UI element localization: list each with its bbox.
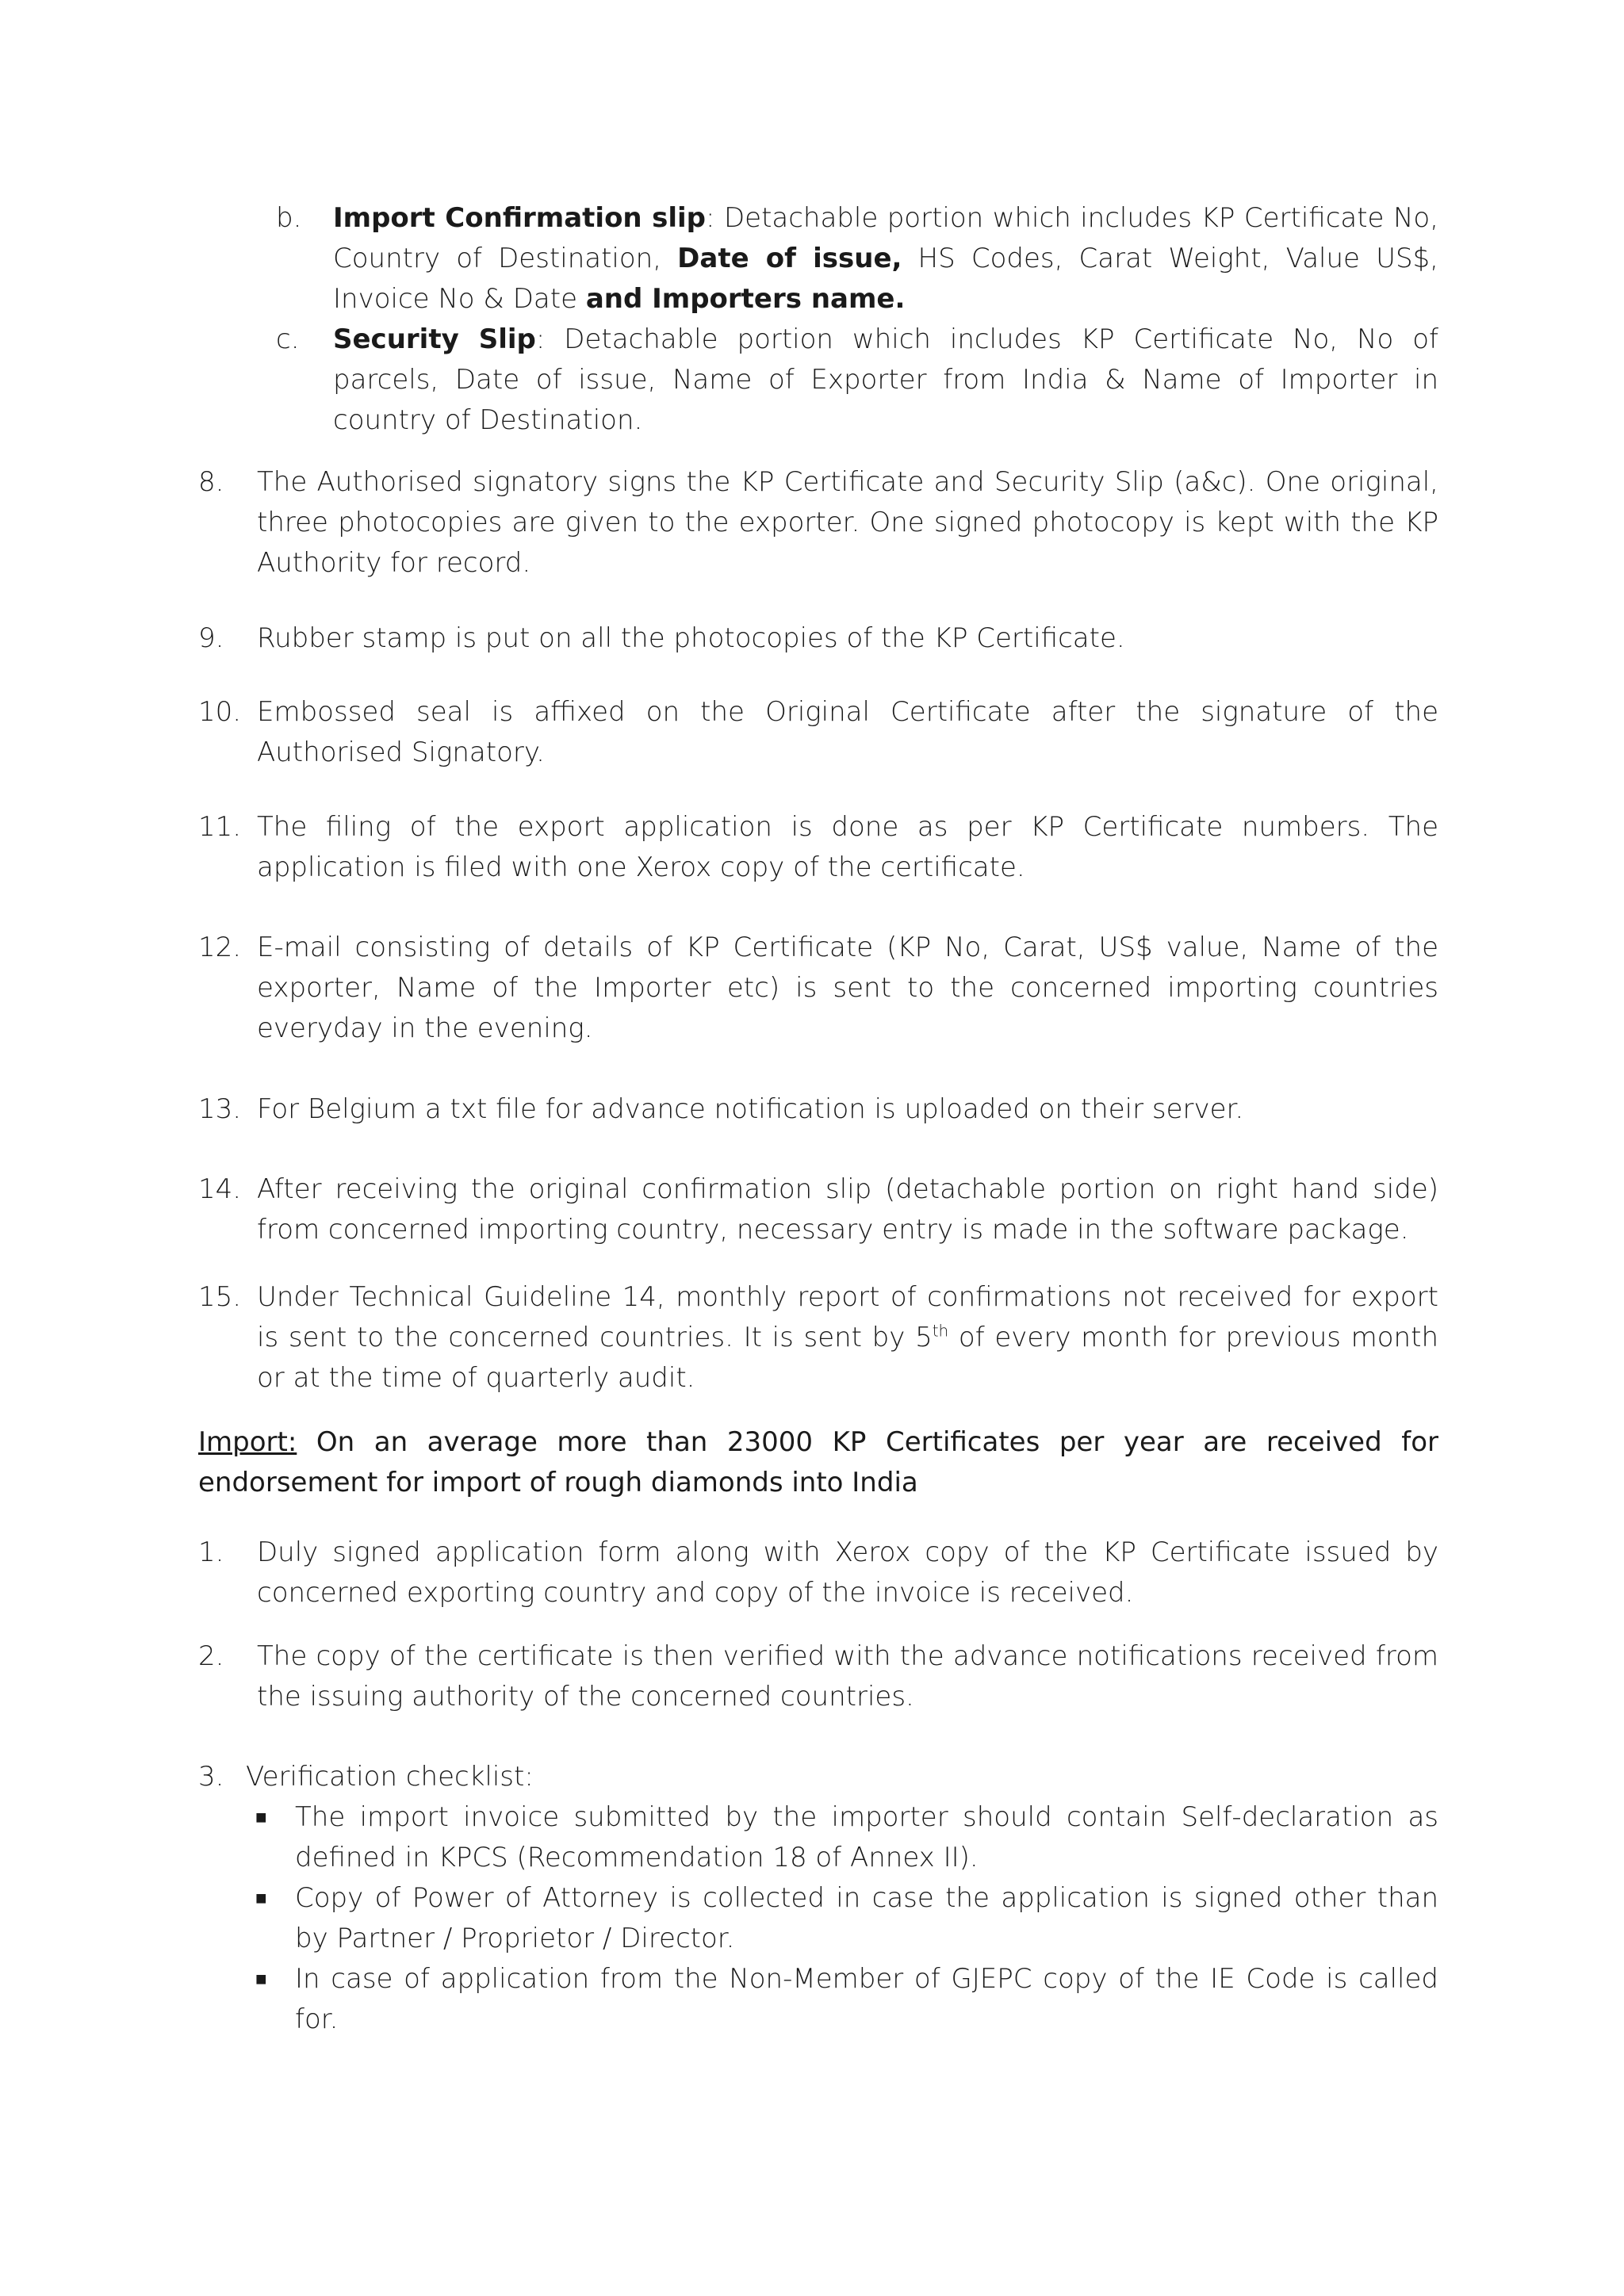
list-item-number: 1. bbox=[198, 1536, 224, 1568]
list-item-text: Rubber stamp is put on all the photocopies of the KP Certificate. bbox=[257, 622, 1125, 654]
sub-item-body: : Detachable portion which includes KP Certificate No, No of parcels, Date of issue, Name of Exporter from India & Name of Importer in country of Destination. bbox=[333, 323, 1438, 436]
sub-item-letter: c. bbox=[276, 323, 300, 355]
list-item-text: Verification checklist: bbox=[246, 1761, 534, 1793]
list-item-body: of every month for previous month or at the time of quarterly audit. bbox=[257, 1322, 1438, 1394]
list-item-number: 12. bbox=[198, 932, 242, 963]
sub-item-b bbox=[276, 198, 1438, 320]
import-heading-text: On an average more than 23000 KP Certificates per year are received for endorsement for import of rough diamonds into India bbox=[198, 1426, 1438, 1498]
sub-item-letter: b. bbox=[276, 202, 302, 234]
sub-item-bold-label: Security Slip bbox=[333, 323, 536, 355]
list-item-number: 11. bbox=[198, 811, 242, 843]
sub-item-text bbox=[333, 320, 1438, 441]
checklist-item-text: The import invoice submitted by the importer should contain Self-declaration as defined in KPCS (Recommendation 18 of Annex II). bbox=[295, 1801, 1438, 1873]
list-item-text: The copy of the certificate is then verified with the advance notifications received from the issuing authority of the concerned countries. bbox=[257, 1640, 1438, 1712]
list-item-text: The filing of the export application is done as per KP Certificate numbers. The application is filed with one Xerox copy of the certificate. bbox=[257, 811, 1438, 883]
list-item-text bbox=[257, 1277, 1438, 1399]
list-item-text: Duly signed application form along with Xerox copy of the KP Certificate issued by concerned exporting country and copy of the invoice is received. bbox=[257, 1536, 1438, 1609]
list-item-number: 9. bbox=[198, 622, 224, 654]
list-item-number: 13. bbox=[198, 1093, 242, 1125]
list-item-number: 14. bbox=[198, 1173, 242, 1205]
list-item-text: Embossed seal is affixed on the Original Certificate after the signature of the Authorised Signatory. bbox=[257, 696, 1438, 768]
import-heading-label: Import: bbox=[198, 1426, 297, 1458]
square-bullet-icon: ■ bbox=[255, 1968, 267, 1990]
sub-item-text bbox=[333, 198, 1438, 320]
import-heading bbox=[198, 1422, 1438, 1503]
list-item-number: 3. bbox=[198, 1761, 224, 1793]
square-bullet-icon: ■ bbox=[255, 1887, 267, 1909]
sub-item-bold: Date of issue, bbox=[677, 243, 902, 274]
list-item-text: After receiving the original confirmation slip (detachable portion on right hand side) from concerned importing country, necessary entry is made in the software package. bbox=[257, 1173, 1438, 1246]
list-item-body: Under Technical Guideline 14, monthly report of confirmations not received for export is sent to the concerned countries. It is sent by 5 bbox=[257, 1281, 1438, 1353]
list-item-number: 2. bbox=[198, 1640, 224, 1672]
checklist-item-text: Copy of Power of Attorney is collected in case the application is signed other than by Partner / Proprietor / Director. bbox=[295, 1882, 1438, 1954]
checklist-item-text: In case of application from the Non-Member of GJEPC copy of the IE Code is called for. bbox=[295, 1963, 1438, 2035]
list-item-text: The Authorised signatory signs the KP Certificate and Security Slip (a&c). One original, three photocopies are given to the exporter. One signed photocopy is kept with the KP Authority for record. bbox=[257, 466, 1438, 579]
sub-item-c bbox=[276, 320, 1438, 441]
sub-item-body: HS Codes, Carat Weight, Value US$, Invoice No & Date bbox=[333, 243, 1438, 315]
list-item-number: 8. bbox=[198, 466, 224, 498]
list-item-number: 10. bbox=[198, 696, 242, 728]
sub-item-bold: and Importers name. bbox=[585, 283, 906, 315]
sub-item-bold-label: Import Confirmation slip bbox=[333, 202, 707, 234]
list-item-number: 15. bbox=[198, 1281, 242, 1313]
square-bullet-icon: ■ bbox=[255, 1806, 267, 1828]
list-item-text: E-mail consisting of details of KP Certificate (KP No, Carat, US$ value, Name of the exporter, Name of the Importer etc) is sent to the concerned importing countries everyday in the evening. bbox=[257, 932, 1438, 1044]
sub-item-body: : Detachable portion which includes KP Certificate No, Country of Destination, bbox=[333, 202, 1439, 274]
list-item-text: For Belgium a txt file for advance notification is uploaded on their server. bbox=[257, 1093, 1244, 1125]
superscript: th bbox=[932, 1321, 949, 1341]
